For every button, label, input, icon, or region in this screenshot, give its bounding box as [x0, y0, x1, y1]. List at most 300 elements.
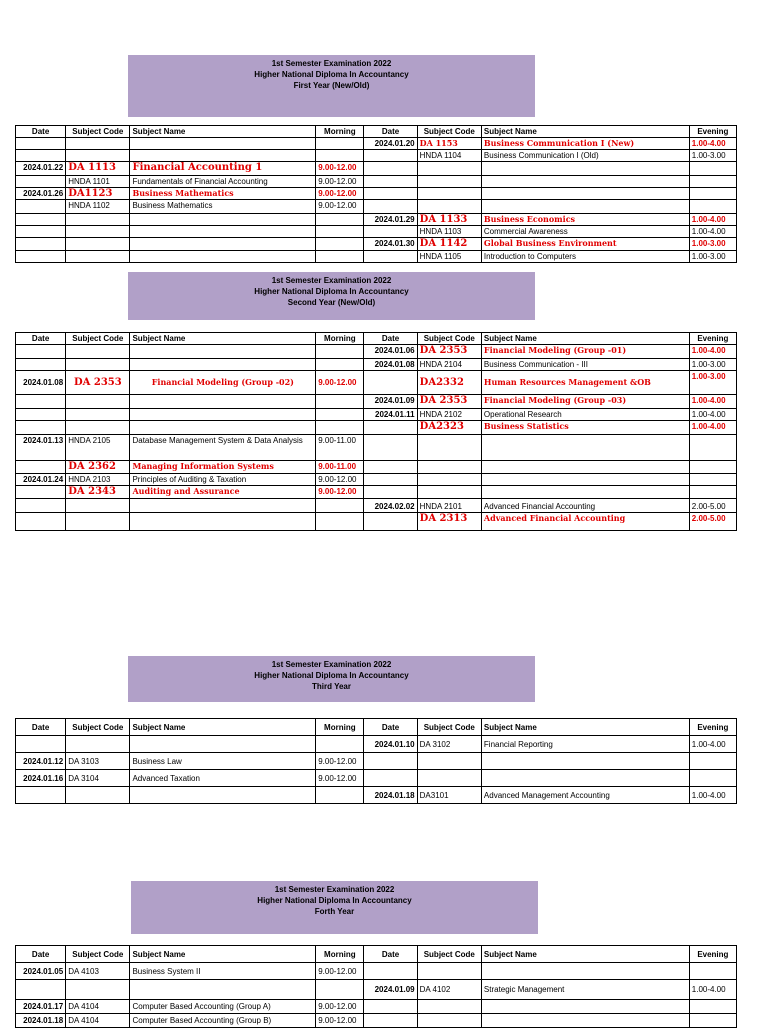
- date-cell: 2024.01.06: [364, 345, 417, 359]
- code-cell: DA 2313: [417, 513, 481, 531]
- table-row: [16, 395, 737, 409]
- code-cell: HNDA 1104: [417, 150, 481, 162]
- time-cell: 9.00-12.00: [316, 753, 364, 770]
- time-cell: [689, 770, 736, 787]
- banner-program: Higher National Diploma In Accountancy: [254, 70, 409, 79]
- table-row: [16, 138, 737, 150]
- code-cell: [66, 421, 130, 435]
- date-cell: 2024.01.12: [16, 753, 66, 770]
- time-cell: 9.00-12.00: [316, 188, 364, 200]
- code-cell: [417, 162, 481, 176]
- time-cell: [316, 150, 364, 162]
- table-row: [16, 359, 737, 371]
- code-cell: [66, 150, 130, 162]
- time-cell: 1.00-4.00: [689, 980, 736, 1000]
- subject-cell: Database Management System & Data Analysis: [130, 435, 316, 461]
- code-cell: DA 3102: [417, 736, 481, 753]
- subject-cell: [130, 409, 316, 421]
- third-year-timetable: [15, 718, 737, 804]
- code-cell: [66, 499, 130, 513]
- table-row: [16, 736, 737, 753]
- subject-cell: Commercial Awareness: [481, 226, 689, 238]
- table-row: [16, 770, 737, 787]
- code-cell: DA 1142: [417, 238, 481, 251]
- date-cell: 2024.02.02: [364, 499, 417, 513]
- time-cell: 1.00-4.00: [689, 421, 736, 435]
- code-cell: [417, 435, 481, 461]
- first-year-timetable: [15, 125, 737, 263]
- date-cell: 2024.01.17: [16, 1000, 66, 1014]
- code-cell: HNDA 1103: [417, 226, 481, 238]
- subject-cell: Financial Modeling (Group -03): [481, 395, 689, 409]
- subject-cell: Introduction to Computers: [481, 251, 689, 263]
- header-row: [16, 946, 737, 963]
- subject-cell: Business System II: [130, 963, 316, 980]
- code-cell: [66, 345, 130, 359]
- table-row: [16, 188, 737, 200]
- subject-cell: Business Mathematics: [130, 188, 316, 200]
- date-cell: [16, 409, 66, 421]
- date-cell: [16, 395, 66, 409]
- code-cell: HNDA 2104: [417, 359, 481, 371]
- date-cell: [364, 188, 417, 200]
- subject-cell: [130, 226, 316, 238]
- code-cell: DA2332: [417, 371, 481, 395]
- date-cell: [16, 499, 66, 513]
- date-cell: [16, 736, 66, 753]
- date-cell: 2024.01.05: [16, 963, 66, 980]
- date-cell: [364, 421, 417, 435]
- table-row: [16, 1000, 737, 1014]
- code-cell: DA 4104: [66, 1014, 130, 1028]
- code-cell: [417, 486, 481, 499]
- time-cell: 1.00-3.00: [689, 359, 736, 371]
- time-cell: [316, 238, 364, 251]
- date-cell: 2024.01.20: [364, 138, 417, 150]
- header-subject-name: Subject Name: [130, 126, 316, 138]
- subject-cell: Financial Accounting 1: [130, 162, 316, 176]
- time-cell: 1.00-4.00: [689, 409, 736, 421]
- date-cell: 2024.01.10: [364, 736, 417, 753]
- time-cell: [689, 176, 736, 188]
- banner-program: Higher National Diploma In Accountancy: [254, 287, 409, 296]
- date-cell: [16, 787, 66, 804]
- subject-cell: Business Communication I (Old): [481, 150, 689, 162]
- time-cell: [689, 188, 736, 200]
- code-cell: [417, 474, 481, 486]
- header-date: Date: [16, 333, 66, 345]
- table-row: [16, 226, 737, 238]
- time-cell: 9.00-11.00: [316, 461, 364, 474]
- banner-title: 1st Semester Examination 2022: [274, 885, 395, 894]
- header-morning: Morning: [316, 719, 364, 736]
- subject-cell: [130, 251, 316, 263]
- table-row: [16, 980, 737, 1000]
- subject-cell: Business Communication - III: [481, 359, 689, 371]
- header-subject-name: Subject Name: [130, 946, 316, 963]
- date-cell: 2024.01.22: [16, 162, 66, 176]
- time-cell: [316, 214, 364, 226]
- code-cell: [417, 461, 481, 474]
- subject-cell: Human Resources Management &OB: [481, 371, 689, 395]
- header-row: [16, 719, 737, 736]
- date-cell: [364, 474, 417, 486]
- code-cell: DA 2353: [417, 395, 481, 409]
- table-row: [16, 238, 737, 251]
- code-cell: HNDA 2102: [417, 409, 481, 421]
- header-evening: Evening: [689, 126, 736, 138]
- table-row: [16, 435, 737, 461]
- time-cell: [316, 980, 364, 1000]
- subject-cell: Business Economics: [481, 214, 689, 226]
- code-cell: [66, 513, 130, 531]
- table-row: [16, 251, 737, 263]
- header-date: Date: [364, 946, 417, 963]
- date-cell: [16, 486, 66, 499]
- subject-cell: [481, 1014, 689, 1028]
- header-morning: Morning: [316, 946, 364, 963]
- time-cell: [316, 421, 364, 435]
- date-cell: [16, 138, 66, 150]
- time-cell: [316, 226, 364, 238]
- header-date: Date: [16, 946, 66, 963]
- time-cell: [316, 513, 364, 531]
- subject-cell: Global Business Environment: [481, 238, 689, 251]
- table-row: [16, 787, 737, 804]
- time-cell: [689, 1000, 736, 1014]
- code-cell: DA 3103: [66, 753, 130, 770]
- header-row: [16, 333, 737, 345]
- date-cell: [16, 345, 66, 359]
- time-cell: [689, 435, 736, 461]
- date-cell: 2024.01.11: [364, 409, 417, 421]
- date-cell: 2024.01.13: [16, 435, 66, 461]
- code-cell: DA1123: [66, 188, 130, 200]
- subject-cell: Financial Modeling (Group -02): [130, 371, 316, 395]
- code-cell: DA 2353: [417, 345, 481, 359]
- subject-cell: Auditing and Assurance: [130, 486, 316, 499]
- banner-program: Higher National Diploma In Accountancy: [257, 896, 412, 905]
- code-cell: [66, 138, 130, 150]
- time-cell: 9.00-12.00: [316, 200, 364, 214]
- date-cell: [16, 980, 66, 1000]
- code-cell: DA 3104: [66, 770, 130, 787]
- subject-cell: Computer Based Accounting (Group B): [130, 1014, 316, 1028]
- time-cell: [689, 753, 736, 770]
- second-year-banner: [128, 272, 535, 320]
- time-cell: 9.00-12.00: [316, 486, 364, 499]
- time-cell: 9.00-11.00: [316, 435, 364, 461]
- header-morning: Morning: [316, 333, 364, 345]
- date-cell: [16, 238, 66, 251]
- time-cell: [316, 395, 364, 409]
- code-cell: HNDA 1102: [66, 200, 130, 214]
- table-row: [16, 421, 737, 435]
- subject-cell: Advanced Financial Accounting: [481, 513, 689, 531]
- subject-cell: [130, 150, 316, 162]
- fourth-year-banner: [131, 881, 538, 934]
- header-subject-name: Subject Name: [481, 333, 689, 345]
- header-subject-code: Subject Code: [66, 719, 130, 736]
- date-cell: 2024.01.08: [16, 371, 66, 395]
- date-cell: [364, 226, 417, 238]
- code-cell: DA 4103: [66, 963, 130, 980]
- third-year-banner: [128, 656, 535, 702]
- banner-year: Forth Year: [314, 907, 355, 916]
- subject-cell: [130, 214, 316, 226]
- code-cell: [417, 1000, 481, 1014]
- header-subject-name: Subject Name: [481, 719, 689, 736]
- code-cell: [66, 251, 130, 263]
- code-cell: DA 2353: [66, 371, 130, 395]
- time-cell: 2.00-5.00: [689, 499, 736, 513]
- code-cell: HNDA 2105: [66, 435, 130, 461]
- time-cell: 9.00-12.00: [316, 770, 364, 787]
- code-cell: [66, 214, 130, 226]
- time-cell: 1.00-3.00: [689, 238, 736, 251]
- table-row: [16, 486, 737, 499]
- code-cell: DA 2343: [66, 486, 130, 499]
- code-cell: [417, 1014, 481, 1028]
- table-row: [16, 371, 737, 395]
- table-row: [16, 1014, 737, 1028]
- subject-cell: Principles of Auditing & Taxation: [130, 474, 316, 486]
- subject-cell: [481, 1000, 689, 1014]
- time-cell: [316, 787, 364, 804]
- subject-cell: [481, 474, 689, 486]
- table-row: [16, 150, 737, 162]
- time-cell: [316, 138, 364, 150]
- date-cell: 2024.01.29: [364, 214, 417, 226]
- code-cell: [66, 787, 130, 804]
- table-row: [16, 513, 737, 531]
- table-row: [16, 214, 737, 226]
- date-cell: 2024.01.18: [364, 787, 417, 804]
- subject-cell: Managing Information Systems: [130, 461, 316, 474]
- time-cell: 1.00-4.00: [689, 138, 736, 150]
- subject-cell: Business Law: [130, 753, 316, 770]
- code-cell: [66, 409, 130, 421]
- header-row: [16, 126, 737, 138]
- code-cell: DA2323: [417, 421, 481, 435]
- fourth-year-timetable: [15, 945, 737, 1028]
- time-cell: 1.00-4.00: [689, 226, 736, 238]
- banner-year: Second Year (New/Old): [287, 298, 376, 307]
- header-date: Date: [364, 333, 417, 345]
- date-cell: 2024.01.09: [364, 395, 417, 409]
- date-cell: 2024.01.18: [16, 1014, 66, 1028]
- subject-cell: [481, 461, 689, 474]
- date-cell: [16, 150, 66, 162]
- header-date: Date: [16, 126, 66, 138]
- banner-title: 1st Semester Examination 2022: [271, 59, 392, 68]
- header-subject-name: Subject Name: [481, 126, 689, 138]
- code-cell: [417, 753, 481, 770]
- first-year-banner: [128, 55, 535, 117]
- header-subject-code: Subject Code: [417, 126, 481, 138]
- time-cell: [316, 736, 364, 753]
- code-cell: [66, 980, 130, 1000]
- subject-cell: Fundamentals of Financial Accounting: [130, 176, 316, 188]
- header-subject-code: Subject Code: [417, 333, 481, 345]
- code-cell: DA3101: [417, 787, 481, 804]
- header-subject-name: Subject Name: [130, 333, 316, 345]
- date-cell: [364, 486, 417, 499]
- time-cell: 1.00-4.00: [689, 736, 736, 753]
- time-cell: [689, 461, 736, 474]
- date-cell: [16, 421, 66, 435]
- banner-year: First Year (New/Old): [293, 81, 370, 90]
- time-cell: [689, 162, 736, 176]
- subject-cell: [130, 499, 316, 513]
- subject-cell: Financial Modeling (Group -01): [481, 345, 689, 359]
- date-cell: [16, 200, 66, 214]
- subject-cell: Operational Research: [481, 409, 689, 421]
- code-cell: [417, 770, 481, 787]
- subject-cell: [481, 162, 689, 176]
- subject-cell: [130, 787, 316, 804]
- code-cell: [66, 395, 130, 409]
- table-row: [16, 963, 737, 980]
- subject-cell: Strategic Management: [481, 980, 689, 1000]
- time-cell: 1.00-3.00: [689, 371, 736, 395]
- time-cell: [316, 499, 364, 513]
- code-cell: [66, 238, 130, 251]
- time-cell: [689, 963, 736, 980]
- subject-cell: Business Mathematics: [130, 200, 316, 214]
- date-cell: [16, 251, 66, 263]
- date-cell: [364, 461, 417, 474]
- date-cell: 2024.01.08: [364, 359, 417, 371]
- header-subject-name: Subject Name: [481, 946, 689, 963]
- time-cell: [689, 474, 736, 486]
- header-subject-code: Subject Code: [66, 126, 130, 138]
- subject-cell: [130, 359, 316, 371]
- subject-cell: [130, 238, 316, 251]
- code-cell: DA 4102: [417, 980, 481, 1000]
- date-cell: [364, 963, 417, 980]
- code-cell: [66, 226, 130, 238]
- time-cell: 2.00-5.00: [689, 513, 736, 531]
- time-cell: 1.00-3.00: [689, 251, 736, 263]
- header-morning: Morning: [316, 126, 364, 138]
- time-cell: [689, 200, 736, 214]
- code-cell: DA 1133: [417, 214, 481, 226]
- time-cell: 9.00-12.00: [316, 963, 364, 980]
- subject-cell: [130, 345, 316, 359]
- header-subject-code: Subject Code: [66, 333, 130, 345]
- date-cell: [364, 200, 417, 214]
- subject-cell: [481, 963, 689, 980]
- code-cell: HNDA 2103: [66, 474, 130, 486]
- code-cell: [417, 963, 481, 980]
- date-cell: [364, 1014, 417, 1028]
- code-cell: [417, 200, 481, 214]
- time-cell: [689, 486, 736, 499]
- header-date: Date: [364, 719, 417, 736]
- subject-cell: Financial Reporting: [481, 736, 689, 753]
- subject-cell: [481, 176, 689, 188]
- code-cell: DA 2362: [66, 461, 130, 474]
- time-cell: [689, 1014, 736, 1028]
- code-cell: HNDA 1101: [66, 176, 130, 188]
- time-cell: 9.00-12.00: [316, 162, 364, 176]
- date-cell: [16, 176, 66, 188]
- code-cell: DA 1113: [66, 162, 130, 176]
- time-cell: 1.00-4.00: [689, 214, 736, 226]
- time-cell: 9.00-12.00: [316, 176, 364, 188]
- code-cell: HNDA 2101: [417, 499, 481, 513]
- date-cell: [16, 214, 66, 226]
- date-cell: [16, 513, 66, 531]
- table-row: [16, 176, 737, 188]
- subject-cell: [130, 513, 316, 531]
- header-subject-code: Subject Code: [417, 719, 481, 736]
- subject-cell: [481, 486, 689, 499]
- date-cell: [364, 435, 417, 461]
- header-evening: Evening: [689, 719, 736, 736]
- subject-cell: Advanced Taxation: [130, 770, 316, 787]
- time-cell: 9.00-12.00: [316, 1014, 364, 1028]
- subject-cell: [130, 395, 316, 409]
- date-cell: [364, 753, 417, 770]
- code-cell: [66, 736, 130, 753]
- header-subject-name: Subject Name: [130, 719, 316, 736]
- banner-title: 1st Semester Examination 2022: [271, 276, 392, 285]
- date-cell: [364, 150, 417, 162]
- code-cell: [417, 176, 481, 188]
- time-cell: 9.00-12.00: [316, 1000, 364, 1014]
- time-cell: 9.00-12.00: [316, 371, 364, 395]
- time-cell: 9.00-12.00: [316, 474, 364, 486]
- time-cell: 1.00-3.00: [689, 150, 736, 162]
- time-cell: 1.00-4.00: [689, 345, 736, 359]
- date-cell: 2024.01.24: [16, 474, 66, 486]
- date-cell: [364, 770, 417, 787]
- banner-title: 1st Semester Examination 2022: [271, 660, 392, 669]
- second-year-timetable: [15, 332, 737, 531]
- banner-program: Higher National Diploma In Accountancy: [254, 671, 409, 680]
- subject-cell: [481, 188, 689, 200]
- date-cell: 2024.01.16: [16, 770, 66, 787]
- date-cell: [16, 461, 66, 474]
- table-row: [16, 162, 737, 176]
- time-cell: [316, 345, 364, 359]
- date-cell: 2024.01.26: [16, 188, 66, 200]
- date-cell: [16, 359, 66, 371]
- header-subject-code: Subject Code: [66, 946, 130, 963]
- subject-cell: [481, 435, 689, 461]
- time-cell: [316, 409, 364, 421]
- header-evening: Evening: [689, 333, 736, 345]
- banner-year: Third Year: [312, 682, 351, 691]
- subject-cell: Computer Based Accounting (Group A): [130, 1000, 316, 1014]
- subject-cell: [481, 753, 689, 770]
- table-row: [16, 461, 737, 474]
- subject-cell: Business Communication I (New): [481, 138, 689, 150]
- subject-cell: Advanced Management Accounting: [481, 787, 689, 804]
- header-date: Date: [16, 719, 66, 736]
- time-cell: [316, 359, 364, 371]
- date-cell: [364, 513, 417, 531]
- code-cell: DA 1153: [417, 138, 481, 150]
- subject-cell: [130, 421, 316, 435]
- subject-cell: [130, 980, 316, 1000]
- header-date: Date: [364, 126, 417, 138]
- date-cell: [16, 226, 66, 238]
- code-cell: [417, 188, 481, 200]
- table-row: [16, 499, 737, 513]
